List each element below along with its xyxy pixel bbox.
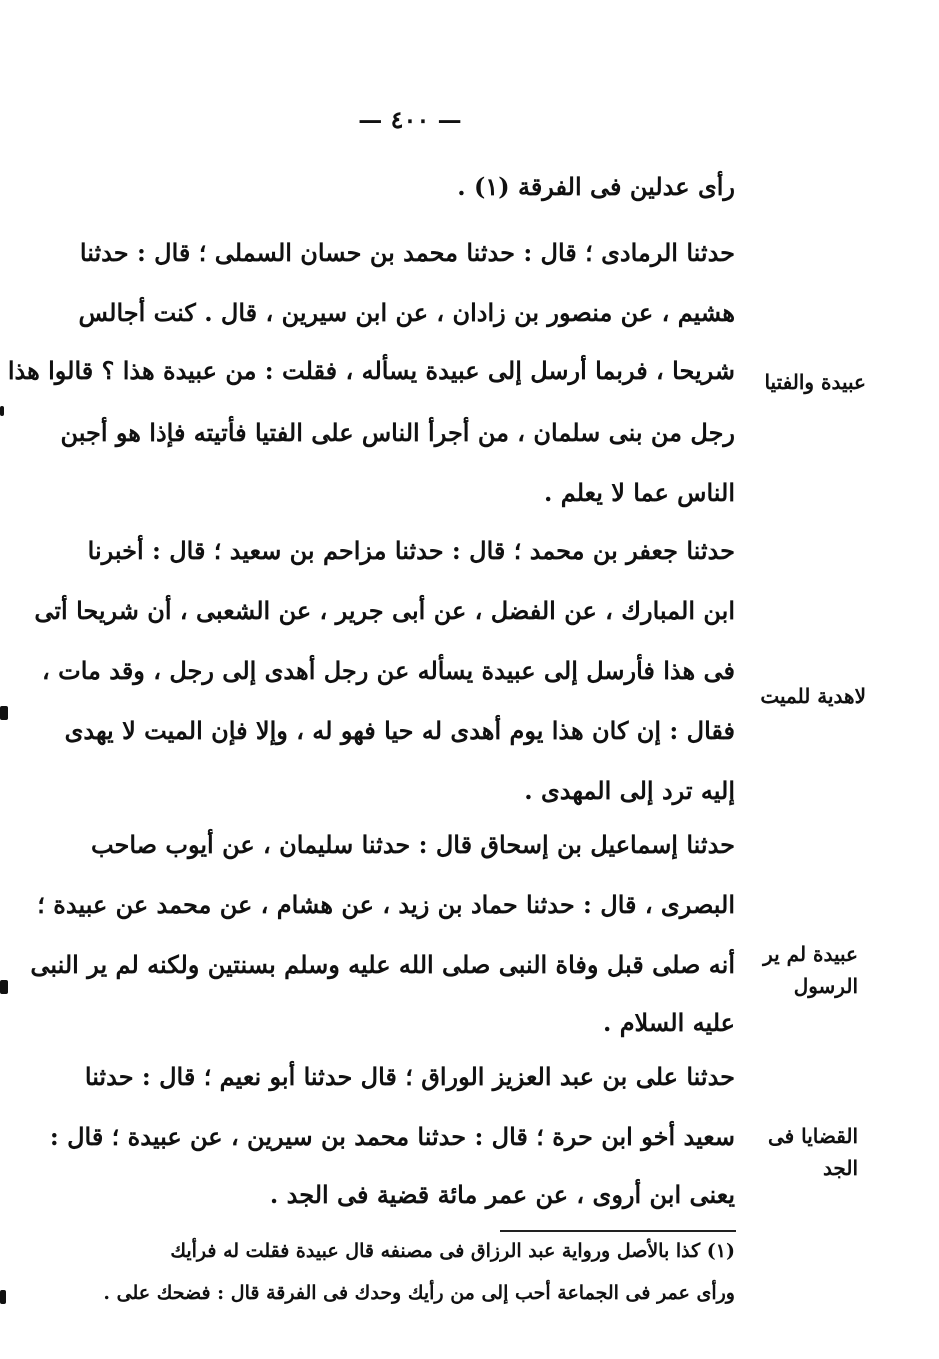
margin-note: لاهدية للميت — [760, 684, 866, 708]
text-line: سعيد أخو ابن حرة ؛ قال : حدثنا محمد بن سيرين ، عن عبيدة ؛ قال : — [49, 1122, 735, 1151]
text-line: أنه صلى قبل وفاة النبى صلى الله عليه وسلم بسنتين ولكنه لم ير النبى — [30, 950, 735, 979]
footnote-divider — [500, 1230, 736, 1232]
scan-edge-mark — [0, 706, 8, 720]
text-line: إليه ترد إلى المهدى . — [524, 776, 735, 805]
text-line: عليه السلام . — [602, 1008, 735, 1037]
text-line: فى هذا فأرسل إلى عبيدة يسأله عن رجل أهدى إلى رجل ، وقد مات ، — [42, 656, 735, 685]
text-line: حدثنا إسماعيل بن إسحاق قال : حدثنا سليمان ، عن أيوب صاحب — [90, 830, 735, 859]
page-number: — ٤٠٠ — — [358, 105, 462, 134]
text-line: رجل من بنى سلمان ، من أجرأ الناس على الفتيا فأتيته فإذا هو أجبن — [60, 418, 735, 447]
footnote-line: (١) كذا بالأصل ورواية عبد الرزاق فى مصنفه قال عبيدة فقلت له فرأيك — [170, 1240, 735, 1262]
text-line: شريحا ، فربما أرسل إلى عبيدة يسأله ، فقلت : من عبيدة هذا ؟ قالوا هذا — [7, 356, 735, 385]
text-line: الناس عما لا يعلم . — [544, 478, 735, 507]
text-line: رأى عدلين فى الفرقة (١) . — [457, 172, 735, 201]
text-line: يعنى ابن أروى ، عن عمر مائة قضية فى الجد . — [269, 1180, 735, 1209]
footnote-line: ورأى عمر فى الجماعة أحب إلى من رأيك وحدك فى الفرقة قال : فضحك على . — [103, 1282, 735, 1304]
margin-note: القضايا فى الجد — [767, 1124, 858, 1180]
scan-edge-mark — [0, 1290, 6, 1304]
text-line: البصرى ، قال : حدثنا حماد بن زيد ، عن هشام ، عن محمد عن عبيدة ؛ — [37, 890, 735, 919]
text-line: حدثنا الرمادى ؛ قال : حدثنا محمد بن حسان السملى ؛ قال : حدثنا — [79, 238, 735, 267]
margin-note: عبيدة لم ير الرسول — [763, 942, 858, 998]
margin-note: عبيدة والفتيا — [764, 370, 866, 394]
text-line: ابن المبارك ، عن الفضل ، عن أبى جرير ، عن الشعبى ، أن شريحا أتى — [34, 596, 735, 625]
text-line: فقال : إن كان هذا يوم أهدى له حيا فهو له ، وإلا فإن الميت لا يهدى — [64, 716, 735, 745]
scan-edge-mark — [0, 980, 8, 994]
text-line: هشيم ، عن منصور بن زادان ، عن ابن سيرين ، قال . كنت أجالس — [78, 298, 735, 327]
text-line: حدثنا جعفر بن محمد ؛ قال : حدثنا مزاحم بن سعيد ؛ قال : أخبرنا — [87, 536, 735, 565]
scan-edge-mark — [0, 406, 4, 416]
text-line: حدثنا على بن عبد العزيز الوراق ؛ قال حدثنا أبو نعيم ؛ قال : حدثنا — [84, 1062, 735, 1091]
